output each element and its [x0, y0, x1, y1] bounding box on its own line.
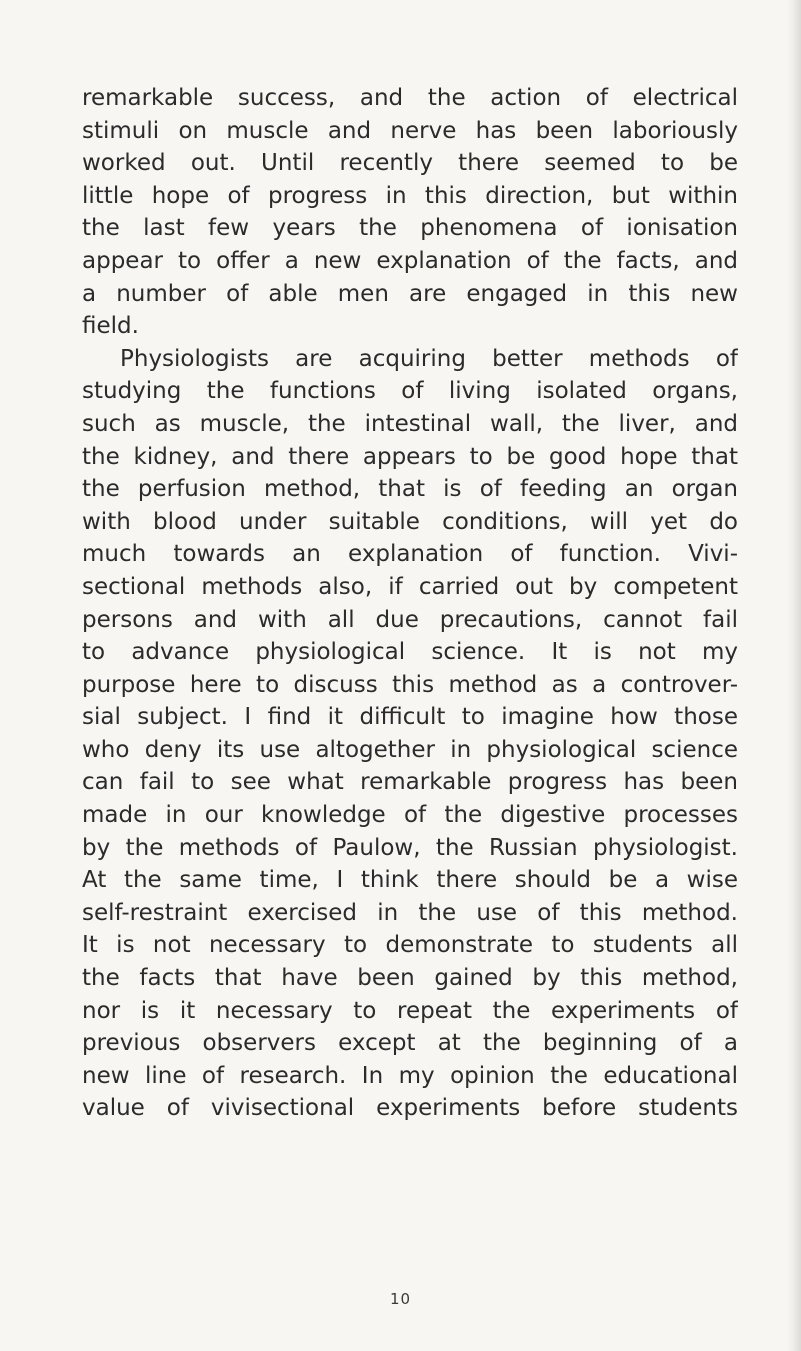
text-line: Physiologists are acquiring better methods of: [120, 345, 738, 372]
text-line: the kidney, and there appears to be good hope that: [82, 443, 738, 470]
text-line: such as muscle, the intestinal wall, the liver, and: [82, 410, 738, 437]
text-line: little hope of progress in this direction, but within: [82, 182, 738, 209]
text-line: appear to offer a new explanation of the facts, and: [82, 247, 738, 274]
text-line: with blood under suitable conditions, will yet do: [82, 508, 738, 535]
text-line: purpose here to discuss this method as a controver-: [82, 671, 738, 698]
text-line: the last few years the phenomena of ionisation: [82, 215, 738, 242]
text-line: the facts that have been gained by this method,: [82, 965, 738, 992]
text-line: made in our knowledge of the digestive processes: [82, 802, 738, 829]
page-number: 10: [389, 1290, 412, 1308]
text-line: the perfusion method, that is of feeding an organ: [82, 476, 738, 503]
text-line: persons and with all due precautions, cannot fail: [82, 606, 738, 633]
body-text: [82, 82, 738, 1125]
text-line: worked out. Until recently there seemed to be: [82, 150, 738, 177]
text-line: can fail to see what remarkable progress has been: [82, 769, 738, 796]
text-line: new line of research. In my opinion the educational: [82, 1062, 738, 1089]
text-line: sectional methods also, if carried out by competent: [82, 573, 738, 600]
text-line: sial subject. I find it difficult to imagine how those: [82, 704, 738, 731]
text-line: much towards an explanation of function. Vivi-: [82, 541, 738, 568]
text-line: stimuli on muscle and nerve has been laboriously: [82, 117, 738, 144]
text-line: remarkable success, and the action of electrical: [82, 85, 738, 111]
paragraph-1: [82, 82, 738, 343]
text-line: value of vivisectional experiments before students: [82, 1095, 738, 1122]
text-line: nor is it necessary to repeat the experiments of: [82, 997, 738, 1024]
text-line: by the methods of Paulow, the Russian physiologist.: [82, 834, 738, 861]
text-line: At the same time, I think there should be a wise: [82, 867, 738, 894]
text-line: who deny its use altogether in physiological science: [82, 736, 738, 763]
text-line: previous observers except at the beginning of a: [82, 1030, 738, 1057]
text-line: self-restraint exercised in the use of this method.: [82, 899, 738, 926]
text-line: It is not necessary to demonstrate to students all: [82, 932, 738, 959]
text-line: studying the functions of living isolated organs,: [82, 378, 738, 405]
paragraph-2: [82, 343, 738, 1125]
text-line: a number of able men are engaged in this new: [82, 280, 738, 307]
text-line: to advance physiological science. It is not my: [82, 639, 738, 666]
text-line: field.: [82, 313, 139, 340]
page-edge-shadow: [787, 0, 801, 1351]
